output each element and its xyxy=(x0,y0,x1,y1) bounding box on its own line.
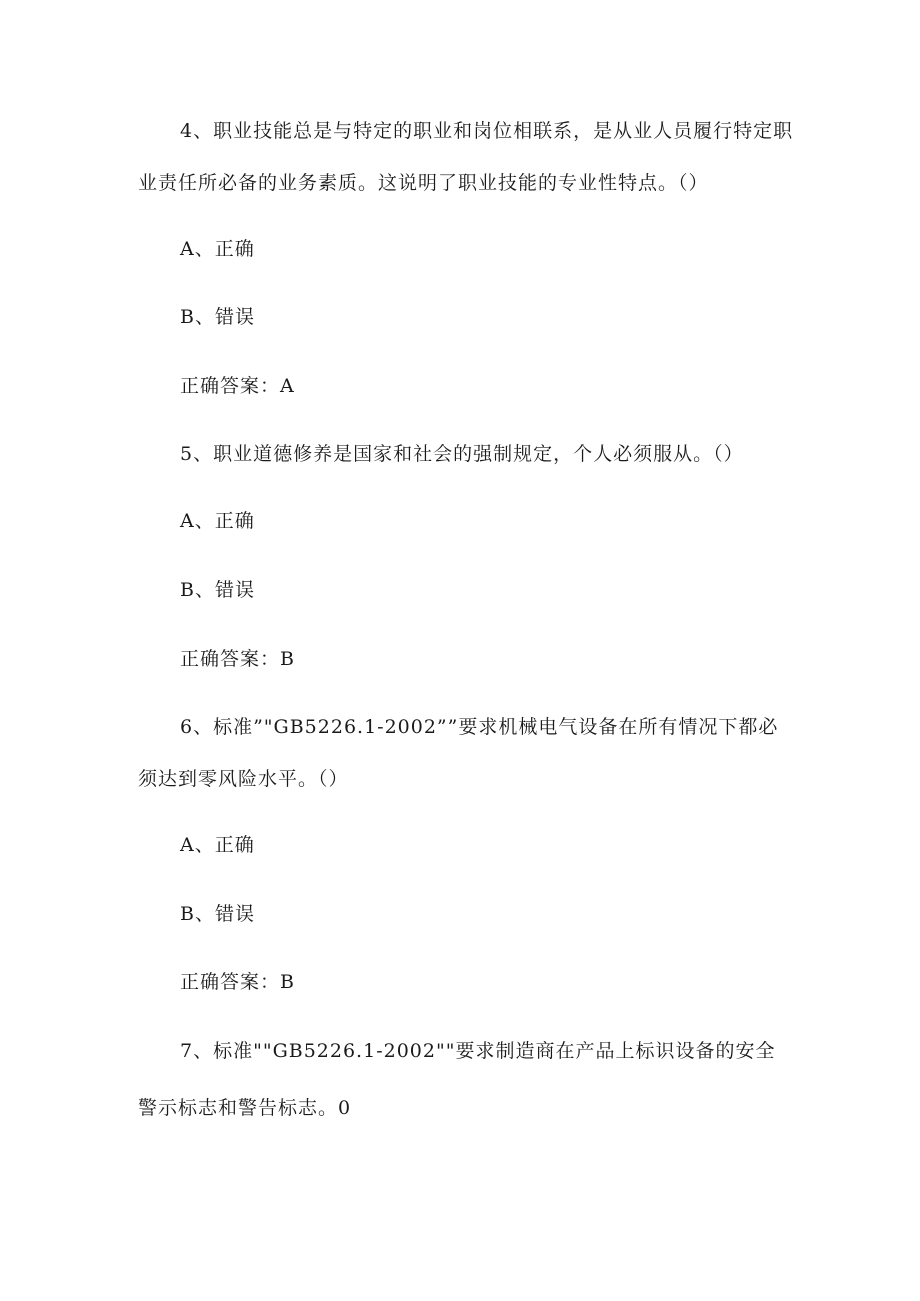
question-4-text-line1: 4、职业技能总是与特定的职业和岗位相联系，是从业人员履行特定职 xyxy=(180,120,794,142)
question-6-answer: 正确答案：B xyxy=(180,971,295,993)
question-7-text-line2: 警示标志和警告标志。0 xyxy=(138,1097,352,1119)
question-4-option-a: A、正确 xyxy=(180,238,255,260)
question-5-option-b: B、错误 xyxy=(180,579,255,601)
question-4-option-b: B、错误 xyxy=(180,306,255,328)
question-4-text-line2: 业责任所必备的业务素质。这说明了职业技能的专业性特点。（） xyxy=(138,172,709,194)
question-6-option-b: B、错误 xyxy=(180,903,255,925)
question-5-text-line1: 5、职业道德修养是国家和社会的强制规定，个人必须服从。（） xyxy=(180,443,744,465)
question-5-option-a: A、正确 xyxy=(180,510,255,532)
question-6-text-line1: 6、标准”"GB5226.1-2002””要求机械电气设备在所有情况下都必 xyxy=(180,716,779,738)
question-6-option-a: A、正确 xyxy=(180,834,255,856)
question-6-text-line2: 须达到零风险水平。（） xyxy=(138,768,349,790)
question-5-answer: 正确答案：B xyxy=(180,648,295,670)
question-7-text-line1: 7、标准""GB5226.1-2002""要求制造商在产品上标识设备的安全 xyxy=(180,1040,776,1062)
question-4-answer: 正确答案：A xyxy=(180,375,295,397)
